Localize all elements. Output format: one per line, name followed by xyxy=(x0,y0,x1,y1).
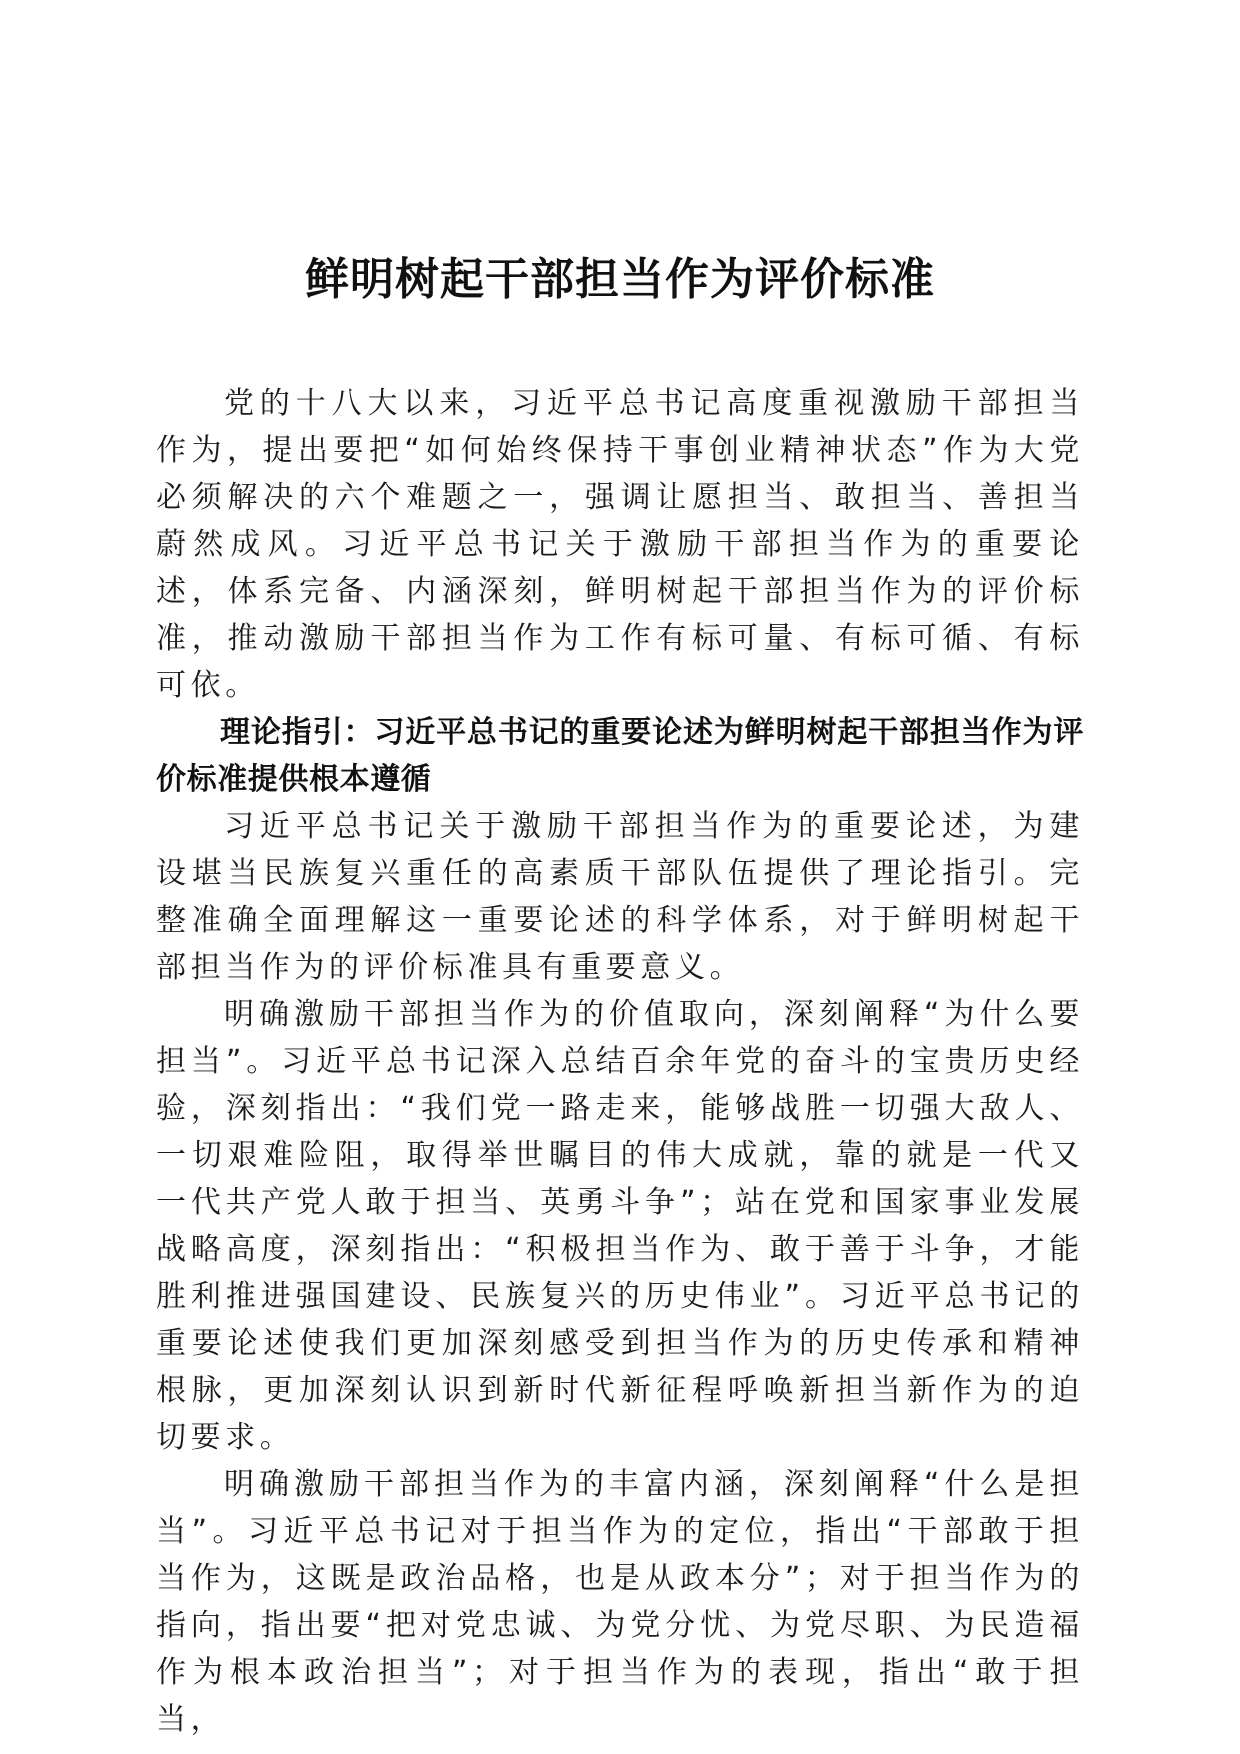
intro-paragraph: 党的十八大以来，习近平总书记高度重视激励干部担当作为，提出要把“如何始终保持干事创业精神状态”作为大党必须解决的六个难题之一，强调让愿担当、敢担当、善担当蔚然成风。习近平总书记关于激励干部担当作为的重要论述，体系完备、内涵深刻，鲜明树起干部担当作为的评价标准，推动激励干部担当作为工作有标可量、有标可循、有标可依。 xyxy=(156,386,1084,703)
body-paragraph: 习近平总书记关于激励干部担当作为的重要论述，为建设堪当民族复兴重任的高素质干部队伍提供了理论指引。完整准确全面理解这一重要论述的科学体系，对于鲜明树起干部担当作为的评价标准具有重要意义。 xyxy=(156,809,1084,985)
document-body xyxy=(156,380,1084,1743)
document-title: 鲜明树起干部担当作为评价标准 xyxy=(305,254,935,305)
section-heading: 理论指引：习近平总书记的重要论述为鲜明树起干部担当作为评价标准提供根本遵循 xyxy=(156,715,1084,797)
body-paragraph: 明确激励干部担当作为的价值取向，深刻阐释“为什么要担当”。习近平总书记深入总结百余年党的奋斗的宝贵历史经验，深刻指出：“我们党一路走来，能够战胜一切强大敌人、一切艰难险阻，取得举世瞩目的伟大成就，靠的就是一代又一代共产党人敢于担当、英勇斗争”；站在党和国家事业发展战略高度，深刻指出：“积极担当作为、敢于善于斗争，才能胜利推进强国建设、民族复兴的历史伟业”。习近平总书记的重要论述使我们更加深刻感受到担当作为的历史传承和精神根脉，更加深刻认识到新时代新征程呼唤新担当新作为的迫切要求。 xyxy=(156,997,1084,1455)
body-paragraph: 明确激励干部担当作为的丰富内涵，深刻阐释“什么是担当”。习近平总书记对于担当作为的定位，指出“干部敢于担当作为，这既是政治品格，也是从政本分”；对于担当作为的指向，指出要“把对党忠诚、为党分忧、为党尽职、为民造福作为根本政治担当”；对于担当作为的表现，指出“敢于担当， xyxy=(156,1467,1084,1737)
